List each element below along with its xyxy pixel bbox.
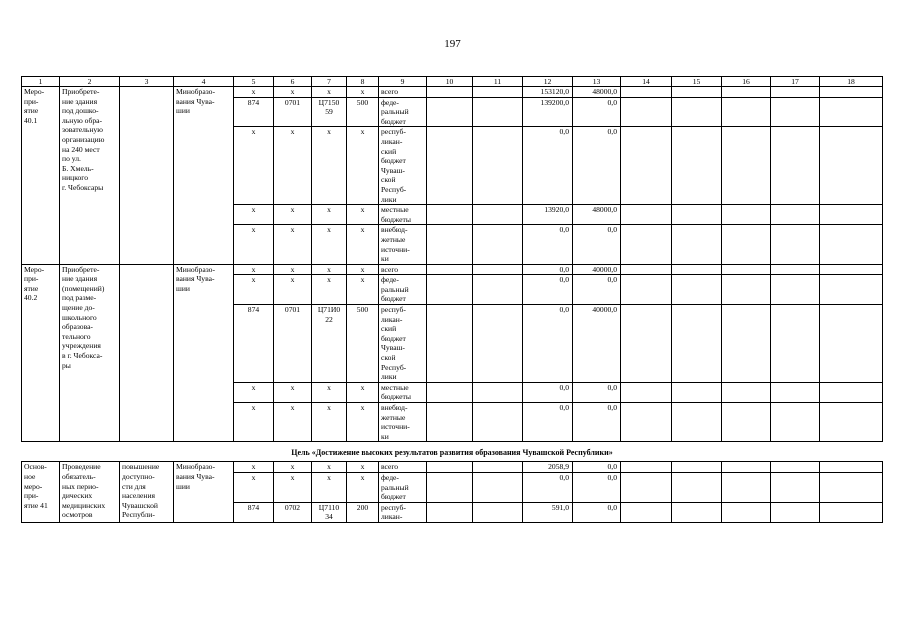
x-mark: x — [234, 264, 274, 275]
x-mark: x — [347, 403, 379, 442]
code-cell: Ц7150 59 — [312, 97, 347, 127]
value-cell: 0,0 — [573, 403, 621, 442]
col-header: 3 — [120, 77, 174, 87]
source-label: респуб- ликан- — [379, 502, 427, 522]
page-number: 197 — [444, 38, 461, 50]
x-mark: x — [274, 205, 312, 225]
value-cell: 0,0 — [573, 472, 621, 502]
x-mark: x — [274, 127, 312, 205]
col-header: 2 — [60, 77, 120, 87]
col-header: 12 — [523, 77, 573, 87]
code-cell: 874 — [234, 97, 274, 127]
x-mark: x — [312, 275, 347, 305]
x-mark: x — [347, 205, 379, 225]
goal-heading: Цель «Достижение высоких результатов развития образования Чувашской Республики» — [22, 442, 883, 462]
col-header: 18 — [820, 77, 883, 87]
value-cell: 0,0 — [523, 472, 573, 502]
value-cell: 40000,0 — [573, 264, 621, 275]
source-label: всего — [379, 462, 427, 473]
code-cell: 500 — [347, 97, 379, 127]
code-cell: 200 — [347, 502, 379, 522]
x-mark: x — [312, 205, 347, 225]
x-mark: x — [274, 87, 312, 98]
code-cell: Ц71И0 22 — [312, 305, 347, 383]
value-cell: 48000,0 — [573, 205, 621, 225]
measure-executor: Минобразо- вания Чува- шии — [174, 264, 234, 442]
budget-table — [21, 76, 883, 523]
col-header: 9 — [379, 77, 427, 87]
source-label: феде- ральный бюджет — [379, 275, 427, 305]
value-cell: 0,0 — [573, 225, 621, 264]
x-mark: x — [234, 382, 274, 402]
value-cell: 153120,0 — [523, 87, 573, 98]
x-mark: x — [347, 275, 379, 305]
value-cell: 40000,0 — [573, 305, 621, 383]
measure-title: Приобрете- ние здания (помещений) под разме- щение до- школьного образова- тельного учреждения в г. Чебокса- ры — [60, 264, 120, 442]
code-cell: 500 — [347, 305, 379, 383]
col-header: 11 — [473, 77, 523, 87]
x-mark: x — [274, 403, 312, 442]
value-cell: 0,0 — [523, 275, 573, 305]
measure-code: Меро- при- ятие 40.2 — [22, 264, 60, 442]
value-cell: 0,0 — [573, 97, 621, 127]
measure-goal — [120, 264, 174, 442]
x-mark: x — [234, 462, 274, 473]
col-header: 4 — [174, 77, 234, 87]
x-mark: x — [234, 87, 274, 98]
value-cell: 0,0 — [523, 403, 573, 442]
goal-row — [22, 442, 883, 462]
source-label: феде- ральный бюджет — [379, 97, 427, 127]
value-cell: 0,0 — [523, 225, 573, 264]
source-label: внебюд- жетные источни- ки — [379, 403, 427, 442]
value-cell: 139200,0 — [523, 97, 573, 127]
source-label: местные бюджеты — [379, 205, 427, 225]
col-header: 13 — [573, 77, 621, 87]
code-cell: Ц7110 34 — [312, 502, 347, 522]
x-mark: x — [274, 462, 312, 473]
x-mark: x — [274, 275, 312, 305]
measure-title: Проведение обязатель- ных перио- дических медицинских осмотров — [60, 462, 120, 523]
source-label: респуб- ликан- ский бюджет Чуваш- ской Респуб- лики — [379, 305, 427, 383]
x-mark: x — [274, 472, 312, 502]
value-cell: 0,0 — [573, 275, 621, 305]
source-label: внебюд- жетные источни- ки — [379, 225, 427, 264]
col-header: 16 — [722, 77, 771, 87]
value-cell: 0,0 — [523, 305, 573, 383]
measure-executor: Минобразо- вания Чува- шии — [174, 87, 234, 265]
source-label: всего — [379, 264, 427, 275]
source-label: всего — [379, 87, 427, 98]
col-header: 8 — [347, 77, 379, 87]
value-cell: 48000,0 — [573, 87, 621, 98]
x-mark: x — [347, 264, 379, 275]
x-mark: x — [347, 225, 379, 264]
value-cell: 0,0 — [573, 382, 621, 402]
source-label: местные бюджеты — [379, 382, 427, 402]
table-row — [22, 264, 883, 275]
value-cell: 0,0 — [573, 462, 621, 473]
x-mark: x — [274, 264, 312, 275]
code-cell: 874 — [234, 305, 274, 383]
header-row — [22, 77, 883, 87]
value-cell: 0,0 — [573, 127, 621, 205]
x-mark: x — [312, 264, 347, 275]
x-mark: x — [312, 403, 347, 442]
value-cell: 0,0 — [523, 127, 573, 205]
x-mark: x — [347, 382, 379, 402]
x-mark: x — [234, 472, 274, 502]
measure-goal: повышение доступно- сти для населения Чувашской Республи- — [120, 462, 174, 523]
table-row — [22, 87, 883, 98]
measure-goal — [120, 87, 174, 265]
value-cell: 2058,9 — [523, 462, 573, 473]
col-header: 10 — [427, 77, 473, 87]
col-header: 14 — [621, 77, 672, 87]
value-cell: 0,0 — [523, 382, 573, 402]
source-label: феде- ральный бюджет — [379, 472, 427, 502]
measure-code: Основ- ное меро- при- ятие 41 — [22, 462, 60, 523]
measure-code: Меро- при- ятие 40.1 — [22, 87, 60, 265]
x-mark: x — [312, 87, 347, 98]
x-mark: x — [234, 205, 274, 225]
x-mark: x — [234, 275, 274, 305]
x-mark: x — [312, 225, 347, 264]
x-mark: x — [312, 127, 347, 205]
code-cell: 0701 — [274, 305, 312, 383]
value-cell: 591,0 — [523, 502, 573, 522]
x-mark: x — [347, 472, 379, 502]
x-mark: x — [274, 382, 312, 402]
code-cell: 874 — [234, 502, 274, 522]
x-mark: x — [347, 87, 379, 98]
col-header: 17 — [771, 77, 820, 87]
code-cell: 0702 — [274, 502, 312, 522]
x-mark: x — [234, 403, 274, 442]
value-cell: 0,0 — [523, 264, 573, 275]
table-row — [22, 462, 883, 473]
value-cell: 0,0 — [573, 502, 621, 522]
x-mark: x — [274, 225, 312, 264]
col-header: 6 — [274, 77, 312, 87]
col-header: 1 — [22, 77, 60, 87]
x-mark: x — [234, 225, 274, 264]
col-header: 5 — [234, 77, 274, 87]
value-cell: 13920,0 — [523, 205, 573, 225]
x-mark: x — [234, 127, 274, 205]
code-cell: 0701 — [274, 97, 312, 127]
x-mark: x — [347, 462, 379, 473]
x-mark: x — [312, 462, 347, 473]
col-header: 15 — [672, 77, 722, 87]
x-mark: x — [347, 127, 379, 205]
source-label: респуб- ликан- ский бюджет Чуваш- ской Респуб- лики — [379, 127, 427, 205]
x-mark: x — [312, 472, 347, 502]
col-header: 7 — [312, 77, 347, 87]
measure-executor: Минобразо- вания Чува- шии — [174, 462, 234, 523]
measure-title: Приобрете- ние здания под дошко- льную обра- зовательную организацию на 240 мест по ул. Б. Хмель- ницкого г. Чебоксары — [60, 87, 120, 265]
x-mark: x — [312, 382, 347, 402]
